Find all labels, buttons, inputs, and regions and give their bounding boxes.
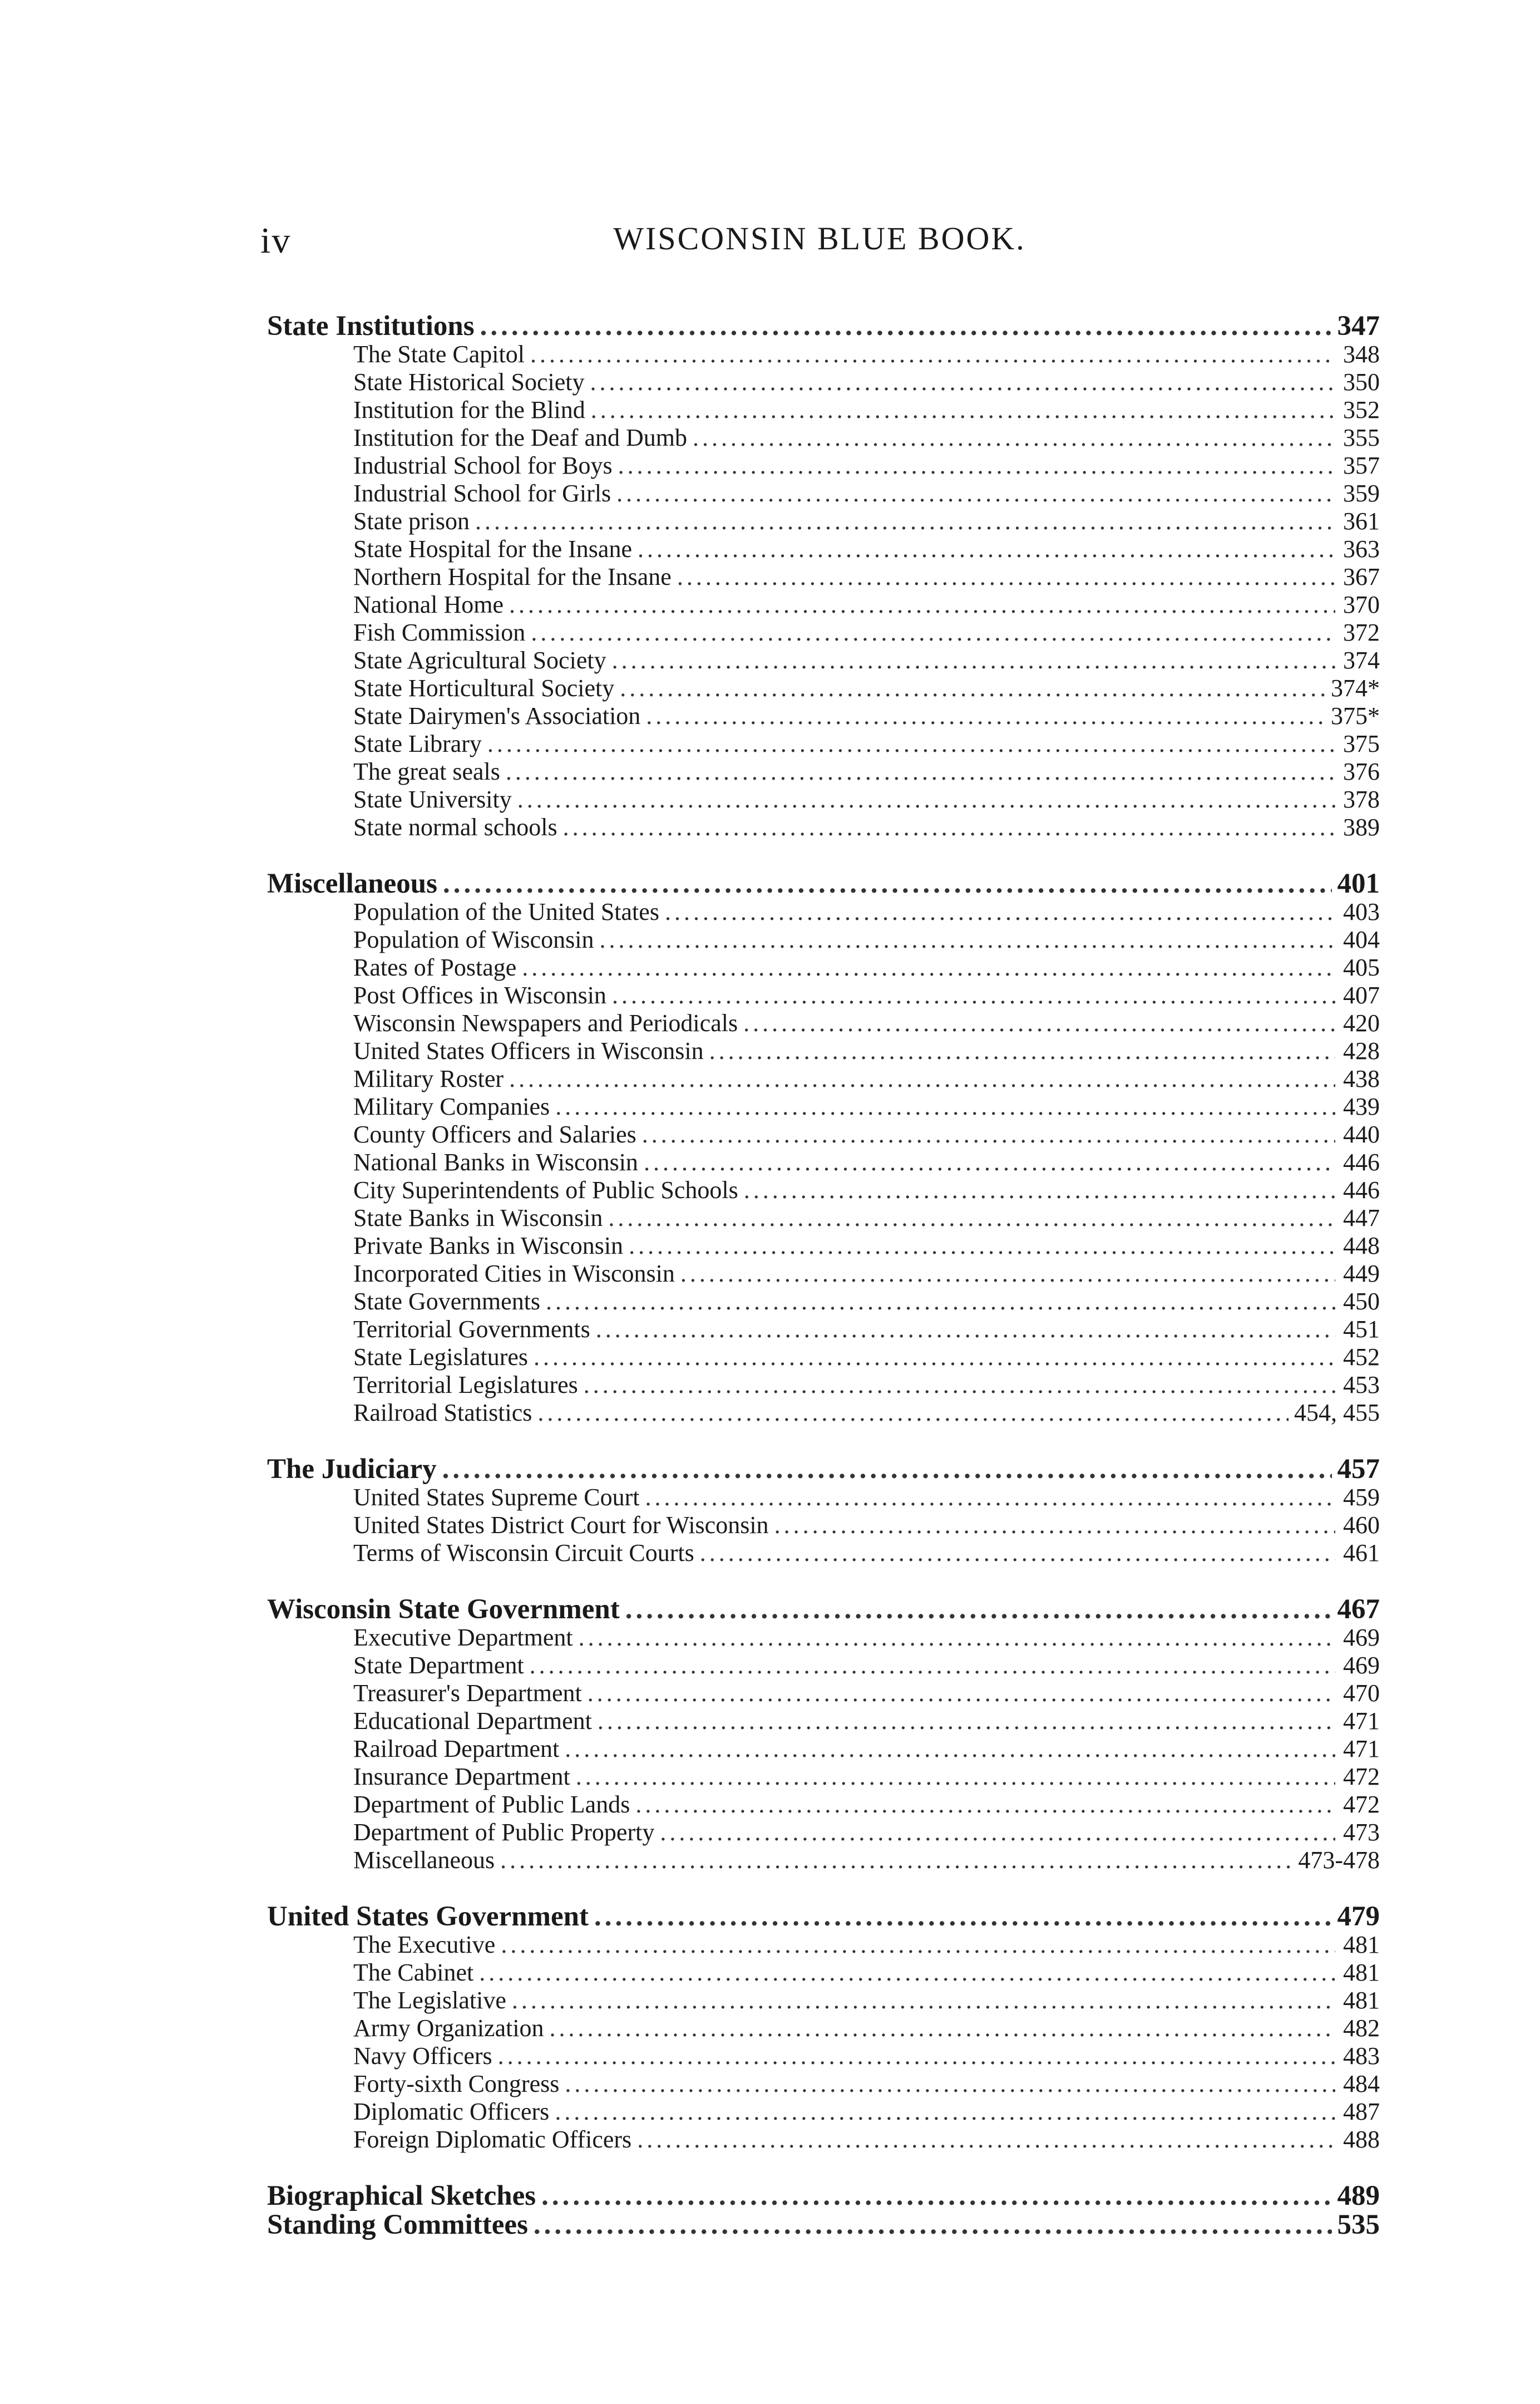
toc-entry bbox=[267, 535, 1380, 563]
dot-leader bbox=[629, 1232, 1335, 1260]
page-reference: 407 bbox=[1343, 982, 1380, 1009]
entry-label: The great seals bbox=[353, 758, 500, 785]
dot-leader bbox=[680, 1260, 1335, 1288]
dot-leader bbox=[677, 563, 1335, 591]
dot-leader bbox=[534, 1343, 1335, 1371]
toc-entry bbox=[267, 1484, 1380, 1511]
entry-label: State Library bbox=[353, 730, 482, 757]
page-reference: 389 bbox=[1343, 814, 1380, 841]
page-reference: 370 bbox=[1343, 591, 1380, 618]
page-reference: 439 bbox=[1343, 1093, 1380, 1120]
dot-leader bbox=[644, 1149, 1335, 1176]
dot-leader bbox=[625, 1595, 1332, 1624]
dot-leader bbox=[530, 1652, 1335, 1679]
entry-label: State normal schools bbox=[353, 814, 557, 841]
page-reference: 482 bbox=[1343, 2014, 1380, 2042]
section-title: The Judiciary bbox=[267, 1454, 437, 1485]
section-title: United States Government bbox=[267, 1901, 589, 1932]
section-title: State Institutions bbox=[267, 311, 475, 342]
page-reference: 376 bbox=[1343, 758, 1380, 785]
section-heading bbox=[267, 2210, 1380, 2239]
toc-entry bbox=[267, 1399, 1380, 1427]
toc-entry bbox=[267, 424, 1380, 452]
page-reference: 355 bbox=[1343, 424, 1380, 451]
page-reference: 405 bbox=[1343, 954, 1380, 981]
page-reference: 481 bbox=[1343, 1959, 1380, 1986]
page-reference: 375 bbox=[1343, 730, 1380, 757]
toc-entry bbox=[267, 758, 1380, 786]
toc-entry bbox=[267, 1511, 1380, 1539]
toc-entry bbox=[267, 1037, 1380, 1065]
page-reference: 378 bbox=[1343, 786, 1380, 813]
section-heading bbox=[267, 869, 1380, 898]
toc-entry bbox=[267, 1316, 1380, 1343]
entry-label: Military Companies bbox=[353, 1093, 550, 1120]
page-reference: 457 bbox=[1337, 1454, 1380, 1485]
entry-label: Terms of Wisconsin Circuit Courts bbox=[353, 1539, 694, 1566]
entry-label: State Agricultural Society bbox=[353, 647, 606, 674]
entry-label: State Dairymen's Association bbox=[353, 702, 641, 730]
dot-leader bbox=[506, 758, 1335, 786]
dot-leader bbox=[522, 954, 1335, 982]
page-reference: 459 bbox=[1343, 1484, 1380, 1511]
page-reference: 348 bbox=[1343, 341, 1380, 368]
toc-sections bbox=[267, 312, 1380, 2154]
page-reference: 469 bbox=[1343, 1624, 1380, 1651]
dot-leader bbox=[693, 424, 1335, 452]
section-title: Standing Committees bbox=[267, 2209, 528, 2240]
dot-leader bbox=[591, 396, 1335, 424]
dot-leader bbox=[563, 814, 1335, 841]
dot-leader bbox=[546, 1288, 1335, 1316]
page-reference: 472 bbox=[1343, 1763, 1380, 1790]
dot-leader bbox=[501, 1931, 1335, 1959]
entry-label: Forty-sixth Congress bbox=[353, 2070, 560, 2097]
toc-entry bbox=[267, 508, 1380, 535]
section-heading bbox=[267, 1455, 1380, 1484]
dot-leader bbox=[565, 1735, 1335, 1763]
toc-entry bbox=[267, 1763, 1380, 1791]
page-reference: 374* bbox=[1331, 674, 1380, 702]
page-reference: 488 bbox=[1343, 2126, 1380, 2153]
toc-section bbox=[267, 1902, 1380, 2154]
entry-label: The Legislative bbox=[353, 1987, 506, 2014]
toc-entry bbox=[267, 2126, 1380, 2154]
entry-label: Miscellaneous bbox=[353, 1846, 495, 1874]
dot-leader bbox=[480, 312, 1332, 341]
entry-label: Post Offices in Wisconsin bbox=[353, 982, 606, 1009]
page-reference: 440 bbox=[1343, 1121, 1380, 1148]
toc-entry bbox=[267, 982, 1380, 1009]
dot-leader bbox=[637, 2126, 1335, 2154]
page-reference: 357 bbox=[1343, 452, 1380, 479]
page-reference: 403 bbox=[1343, 898, 1380, 925]
entry-label: Territorial Governments bbox=[353, 1316, 590, 1343]
page-reference: 467 bbox=[1337, 1594, 1380, 1625]
page-reference: 347 bbox=[1337, 311, 1380, 342]
dot-leader bbox=[534, 2210, 1332, 2239]
toc-entry bbox=[267, 647, 1380, 674]
dot-leader bbox=[645, 1484, 1336, 1511]
page-reference: 452 bbox=[1343, 1343, 1380, 1371]
dot-leader bbox=[774, 1511, 1335, 1539]
entry-label: State Governments bbox=[353, 1288, 541, 1315]
toc-final-entries bbox=[267, 2181, 1380, 2239]
toc-entry bbox=[267, 1260, 1380, 1288]
page-reference: 446 bbox=[1343, 1176, 1380, 1204]
toc-entry bbox=[267, 814, 1380, 841]
page-reference: 483 bbox=[1343, 2042, 1380, 2070]
page-reference: 361 bbox=[1343, 508, 1380, 535]
dot-leader bbox=[660, 1819, 1335, 1846]
page-reference: 473 bbox=[1343, 1819, 1380, 1846]
toc-entry bbox=[267, 480, 1380, 508]
toc-entry bbox=[267, 898, 1380, 926]
entry-label: The State Capitol bbox=[353, 341, 525, 368]
table-of-contents bbox=[267, 312, 1380, 2239]
section-heading bbox=[267, 2181, 1380, 2210]
toc-entry bbox=[267, 1846, 1380, 1874]
entry-label: State Historical Society bbox=[353, 368, 585, 396]
page-reference: 401 bbox=[1337, 868, 1380, 899]
toc-section bbox=[267, 1455, 1380, 1567]
toc-entry bbox=[267, 1791, 1380, 1819]
toc-entry bbox=[267, 1232, 1380, 1260]
entry-label: The Executive bbox=[353, 1931, 496, 1958]
entry-label: The Cabinet bbox=[353, 1959, 474, 1986]
toc-entry bbox=[267, 1343, 1380, 1371]
entry-label: Northern Hospital for the Insane bbox=[353, 563, 672, 590]
entry-label: Insurance Department bbox=[353, 1763, 570, 1790]
dot-leader bbox=[517, 786, 1335, 814]
dot-leader bbox=[588, 1679, 1335, 1707]
toc-entry bbox=[267, 1093, 1380, 1121]
page-reference: 374 bbox=[1343, 647, 1380, 674]
entry-label: Foreign Diplomatic Officers bbox=[353, 2126, 632, 2153]
dot-leader bbox=[576, 1763, 1335, 1791]
page-reference: 428 bbox=[1343, 1037, 1380, 1065]
section-title: Miscellaneous bbox=[267, 868, 437, 899]
entry-label: Population of the United States bbox=[353, 898, 659, 925]
page-reference: 359 bbox=[1343, 480, 1380, 507]
page-reference: 471 bbox=[1343, 1735, 1380, 1762]
dot-leader bbox=[608, 1204, 1335, 1232]
toc-entry bbox=[267, 1707, 1380, 1735]
toc-entry bbox=[267, 396, 1380, 424]
page-reference: 454, 455 bbox=[1294, 1399, 1380, 1426]
dot-leader bbox=[598, 1707, 1335, 1735]
toc-entry bbox=[267, 1624, 1380, 1652]
entry-label: National Home bbox=[353, 591, 504, 618]
entry-label: Executive Department bbox=[353, 1624, 573, 1651]
toc-entry bbox=[267, 2070, 1380, 2098]
page-reference: 352 bbox=[1343, 396, 1380, 423]
toc-entry bbox=[267, 730, 1380, 758]
entry-label: Educational Department bbox=[353, 1707, 592, 1735]
toc-entry bbox=[267, 1176, 1380, 1204]
toc-entry bbox=[267, 341, 1380, 368]
entry-label: County Officers and Salaries bbox=[353, 1121, 636, 1148]
entry-label: United States Officers in Wisconsin bbox=[353, 1037, 704, 1065]
page-reference: 487 bbox=[1343, 2098, 1380, 2125]
entry-label: Military Roster bbox=[353, 1065, 504, 1092]
entry-label: Railroad Department bbox=[353, 1735, 560, 1762]
entry-label: Institution for the Deaf and Dumb bbox=[353, 424, 687, 451]
dot-leader bbox=[709, 1037, 1335, 1065]
toc-entry bbox=[267, 1735, 1380, 1763]
dot-leader bbox=[594, 1902, 1332, 1931]
section-heading bbox=[267, 1902, 1380, 1931]
toc-entry bbox=[267, 786, 1380, 814]
entry-label: Army Organization bbox=[353, 2014, 544, 2042]
section-title: Wisconsin State Government bbox=[267, 1594, 620, 1625]
dot-leader bbox=[530, 341, 1335, 368]
toc-entry bbox=[267, 1539, 1380, 1567]
entry-label: National Banks in Wisconsin bbox=[353, 1149, 638, 1176]
toc-entry bbox=[267, 1987, 1380, 2014]
entry-label: Private Banks in Wisconsin bbox=[353, 1232, 624, 1259]
toc-entry bbox=[267, 1009, 1380, 1037]
dot-leader bbox=[442, 1455, 1332, 1484]
page-reference: 375* bbox=[1331, 702, 1380, 730]
page-reference: 469 bbox=[1343, 1652, 1380, 1679]
toc-entry bbox=[267, 1204, 1380, 1232]
entry-label: Industrial School for Boys bbox=[353, 452, 613, 479]
page-reference: 350 bbox=[1343, 368, 1380, 396]
dot-leader bbox=[665, 898, 1335, 926]
toc-entry bbox=[267, 1371, 1380, 1399]
toc-entry bbox=[267, 926, 1380, 954]
dot-leader bbox=[646, 702, 1325, 730]
dot-leader bbox=[565, 2070, 1335, 2098]
entry-label: State prison bbox=[353, 508, 470, 535]
dot-leader bbox=[537, 1399, 1289, 1427]
entry-label: Institution for the Blind bbox=[353, 396, 585, 423]
page-reference: 450 bbox=[1343, 1288, 1380, 1315]
entry-label: Wisconsin Newspapers and Periodicals bbox=[353, 1009, 738, 1037]
entry-label: Department of Public Property bbox=[353, 1819, 655, 1846]
page-reference: 448 bbox=[1343, 1232, 1380, 1259]
entry-label: Population of Wisconsin bbox=[353, 926, 594, 953]
section-title: Biographical Sketches bbox=[267, 2180, 536, 2211]
dot-leader bbox=[550, 2014, 1335, 2042]
dot-leader bbox=[531, 619, 1335, 647]
dot-leader bbox=[700, 1539, 1335, 1567]
dot-leader bbox=[612, 982, 1335, 1009]
dot-leader bbox=[443, 869, 1332, 898]
entry-label: Fish Commission bbox=[353, 619, 526, 646]
toc-entry bbox=[267, 1679, 1380, 1707]
dot-leader bbox=[596, 1316, 1335, 1343]
toc-section bbox=[267, 312, 1380, 841]
page-reference: 447 bbox=[1343, 1204, 1380, 1231]
page-reference: 479 bbox=[1337, 1901, 1380, 1932]
entry-label: Industrial School for Girls bbox=[353, 480, 611, 507]
toc-entry bbox=[267, 954, 1380, 982]
entry-label: State Legislatures bbox=[353, 1343, 529, 1371]
page-reference: 372 bbox=[1343, 619, 1380, 646]
entry-label: State Banks in Wisconsin bbox=[353, 1204, 603, 1231]
page-number: iv bbox=[260, 220, 292, 261]
dot-leader bbox=[584, 1371, 1335, 1399]
dot-leader bbox=[612, 647, 1335, 674]
entry-label: United States District Court for Wisconsin bbox=[353, 1511, 769, 1539]
toc-entry bbox=[267, 619, 1380, 647]
dot-leader bbox=[590, 368, 1335, 396]
dot-leader bbox=[475, 508, 1335, 535]
page-reference: 461 bbox=[1343, 1539, 1380, 1566]
page-reference: 451 bbox=[1343, 1316, 1380, 1343]
toc-entry bbox=[267, 1121, 1380, 1149]
dot-leader bbox=[555, 2098, 1335, 2126]
dot-leader bbox=[642, 1121, 1335, 1149]
entry-label: State Hospital for the Insane bbox=[353, 535, 632, 563]
entry-label: Incorporated Cities in Wisconsin bbox=[353, 1260, 675, 1287]
entry-label: Navy Officers bbox=[353, 2042, 492, 2070]
entry-label: City Superintendents of Public Schools bbox=[353, 1176, 738, 1204]
dot-leader bbox=[635, 1791, 1335, 1819]
toc-entry bbox=[267, 1931, 1380, 1959]
page-reference: 460 bbox=[1343, 1511, 1380, 1539]
page-reference: 446 bbox=[1343, 1149, 1380, 1176]
page-reference: 420 bbox=[1343, 1009, 1380, 1037]
entry-label: State Horticultural Society bbox=[353, 674, 615, 702]
dot-leader bbox=[500, 1846, 1292, 1874]
toc-entry bbox=[267, 1959, 1380, 1987]
page-reference: 484 bbox=[1343, 2070, 1380, 2097]
dot-leader bbox=[579, 1624, 1335, 1652]
dot-leader bbox=[509, 591, 1335, 619]
page-reference: 473-478 bbox=[1298, 1846, 1380, 1874]
toc-entry bbox=[267, 2014, 1380, 2042]
page-reference: 470 bbox=[1343, 1679, 1380, 1707]
entry-label: United States Supreme Court bbox=[353, 1484, 640, 1511]
toc-entry bbox=[267, 563, 1380, 591]
dot-leader bbox=[541, 2181, 1331, 2210]
toc-entry bbox=[267, 368, 1380, 396]
page-reference: 471 bbox=[1343, 1707, 1380, 1735]
entry-label: Rates of Postage bbox=[353, 954, 517, 981]
toc-entry bbox=[267, 1652, 1380, 1679]
page-reference: 367 bbox=[1343, 563, 1380, 590]
entry-label: State Department bbox=[353, 1652, 524, 1679]
entry-label: Railroad Statistics bbox=[353, 1399, 532, 1426]
dot-leader bbox=[744, 1176, 1335, 1204]
toc-entry bbox=[267, 2042, 1380, 2070]
page-reference: 535 bbox=[1337, 2209, 1380, 2240]
toc-entry bbox=[267, 1819, 1380, 1846]
page-reference: 438 bbox=[1343, 1065, 1380, 1092]
section-heading bbox=[267, 1595, 1380, 1624]
dot-leader bbox=[638, 535, 1335, 563]
dot-leader bbox=[487, 730, 1335, 758]
toc-section bbox=[267, 1595, 1380, 1874]
dot-leader bbox=[479, 1959, 1335, 1987]
toc-entry bbox=[267, 1065, 1380, 1093]
entry-label: Treasurer's Department bbox=[353, 1679, 582, 1707]
entry-label: Territorial Legislatures bbox=[353, 1371, 578, 1398]
entry-label: Department of Public Lands bbox=[353, 1791, 630, 1818]
page-header bbox=[260, 220, 1379, 270]
dot-leader bbox=[600, 926, 1335, 954]
dot-leader bbox=[618, 452, 1335, 480]
dot-leader bbox=[616, 480, 1335, 508]
toc-entry bbox=[267, 702, 1380, 730]
toc-entry bbox=[267, 1149, 1380, 1176]
dot-leader bbox=[512, 1987, 1335, 2014]
page-reference: 363 bbox=[1343, 535, 1380, 563]
page-reference: 489 bbox=[1337, 2180, 1380, 2211]
page-reference: 481 bbox=[1343, 1931, 1380, 1958]
toc-section bbox=[267, 869, 1380, 1427]
dot-leader bbox=[620, 674, 1325, 702]
page-reference: 481 bbox=[1343, 1987, 1380, 2014]
toc-entry bbox=[267, 1288, 1380, 1316]
page-reference: 453 bbox=[1343, 1371, 1380, 1398]
toc-entry bbox=[267, 452, 1380, 480]
running-title: WISCONSIN BLUE BOOK. bbox=[613, 220, 1026, 257]
entry-label: Diplomatic Officers bbox=[353, 2098, 550, 2125]
page-reference: 404 bbox=[1343, 926, 1380, 953]
dot-leader bbox=[509, 1065, 1335, 1093]
dot-leader bbox=[498, 2042, 1335, 2070]
entry-label: State University bbox=[353, 786, 512, 813]
page-reference: 449 bbox=[1343, 1260, 1380, 1287]
toc-entry bbox=[267, 2098, 1380, 2126]
toc-entry bbox=[267, 591, 1380, 619]
section-heading bbox=[267, 312, 1380, 341]
dot-leader bbox=[555, 1093, 1335, 1121]
page-reference: 472 bbox=[1343, 1791, 1380, 1818]
toc-entry bbox=[267, 674, 1380, 702]
dot-leader bbox=[743, 1009, 1335, 1037]
